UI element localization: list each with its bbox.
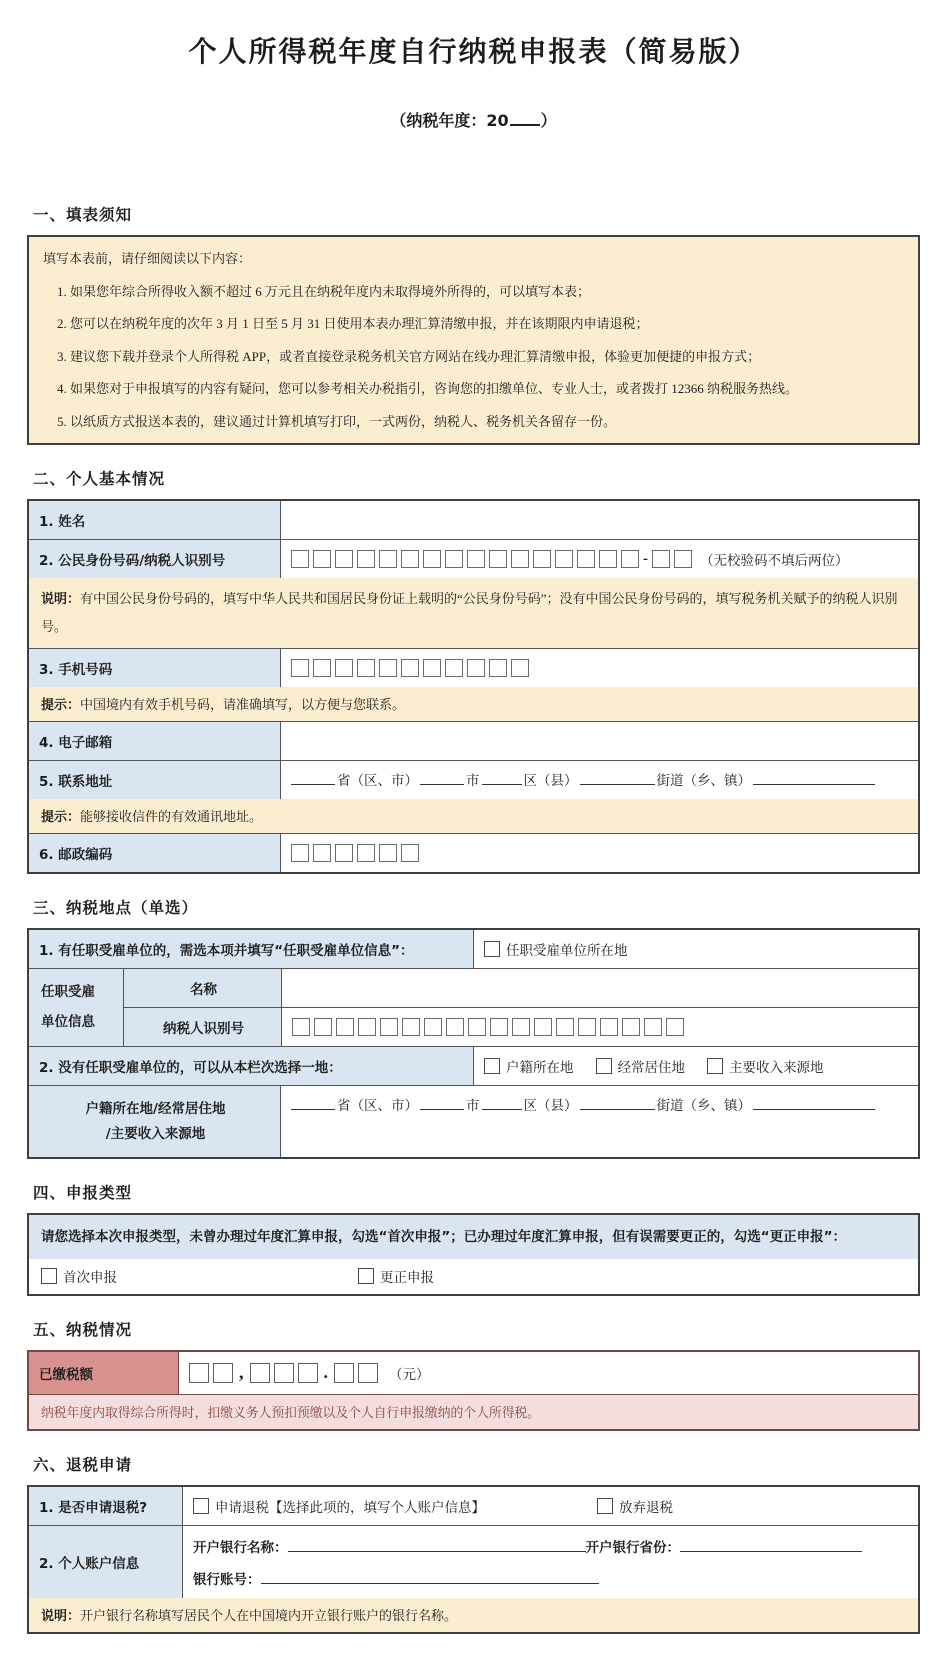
instruction-item-4: 4. 如果您对于申报填写的内容有疑问，您可以参考相关办税指引，咨询您的扣缴单位、专业人士，或者拨打 12366 纳税服务热线。 bbox=[57, 381, 799, 396]
digit-box[interactable] bbox=[533, 550, 551, 568]
digit-box[interactable] bbox=[556, 1018, 574, 1036]
name-label: 1. 姓名 bbox=[29, 501, 281, 539]
postal-code-input-cell[interactable] bbox=[281, 834, 918, 872]
tax-year-close-paren: ） bbox=[540, 111, 557, 130]
section-heading-instructions: 一、填表须知 bbox=[33, 206, 133, 224]
digit-box[interactable] bbox=[291, 844, 309, 862]
first-declaration-label: 首次申报 bbox=[63, 1269, 117, 1285]
bank-name-label: 开户银行名称： bbox=[193, 1539, 288, 1556]
bank-account-label: 银行账号： bbox=[193, 1571, 261, 1588]
district-blank-field[interactable] bbox=[482, 1096, 522, 1110]
employer-info-group-line2: 单位信息 bbox=[41, 1013, 95, 1030]
tax-paid-digit-boxes-cents[interactable] bbox=[334, 1363, 378, 1383]
contact-address-label: 5. 联系地址 bbox=[29, 761, 281, 799]
street-blank-field[interactable] bbox=[580, 771, 655, 785]
decimal-separator: . bbox=[323, 1362, 328, 1383]
id-explanation-text: 有中国公民身份号码的，填写中华人民共和国居民身份证上载明的“公民身份号码”；没有中国公民身份号码的，填写税务机关赋予的纳税人识别号。 bbox=[41, 591, 898, 634]
digit-box[interactable] bbox=[467, 550, 485, 568]
digit-box[interactable] bbox=[358, 1018, 376, 1036]
declaration-type-options bbox=[29, 1259, 918, 1294]
digit-box[interactable] bbox=[512, 1018, 530, 1036]
section-heading-refund: 六、退税申请 bbox=[33, 1455, 133, 1474]
address-tip-text: 能够接收信件的有效通讯地址。 bbox=[80, 809, 263, 825]
digit-box[interactable] bbox=[274, 1363, 294, 1383]
bank-account-line bbox=[193, 1568, 908, 1588]
digit-box[interactable] bbox=[445, 659, 463, 677]
table-row-location-address bbox=[29, 1085, 918, 1157]
district-suffix-label: 区（县） bbox=[523, 1098, 578, 1114]
table-row-employer-info bbox=[29, 968, 918, 1046]
tax-year-blank-field[interactable] bbox=[510, 112, 540, 126]
declaration-type-instruction: 请您选择本次申报类型，未曾办理过年度汇算申报，勾选“首次申报”；已办理过年度汇算申报，但有误需要更正的，勾选“更正申报”： bbox=[29, 1215, 918, 1258]
employer-option-label: 1. 有任职受雇单位的，需选本项并填写“任职受雇单位信息”： bbox=[29, 930, 474, 968]
location-address-label-line1: 户籍所在地/经常居住地 bbox=[85, 1101, 226, 1118]
digit-box[interactable] bbox=[314, 1018, 332, 1036]
employer-location-option-label: 任职受雇单位所在地 bbox=[506, 943, 628, 959]
digit-box[interactable] bbox=[534, 1018, 552, 1036]
instruction-item-5: 5. 以纸质方式报送本表的，建议通过计算机填写打印，一式两份，纳税人、税务机关各留存一份。 bbox=[57, 413, 617, 429]
id-inline-note: （无校验码不填后两位） bbox=[700, 553, 849, 568]
waive-refund-option[interactable] bbox=[597, 1496, 673, 1516]
employer-name-input-cell[interactable] bbox=[282, 969, 918, 1007]
digit-box[interactable] bbox=[555, 550, 573, 568]
digit-box[interactable] bbox=[357, 844, 375, 862]
digit-box[interactable] bbox=[577, 550, 595, 568]
email-label: 4. 电子邮箱 bbox=[29, 722, 281, 760]
digit-box[interactable] bbox=[511, 550, 529, 568]
province-blank-field[interactable] bbox=[291, 771, 335, 785]
digit-box[interactable] bbox=[644, 1018, 662, 1036]
section-heading-personal-info: 二、个人基本情况 bbox=[33, 470, 166, 488]
digit-box[interactable] bbox=[489, 550, 507, 568]
explanation-prefix: 说明： bbox=[41, 1608, 81, 1624]
waive-refund-label: 放弃退税 bbox=[619, 1499, 673, 1515]
household-registration-checkbox[interactable] bbox=[484, 1058, 500, 1074]
tax-location-table bbox=[27, 928, 920, 1159]
name-input-cell[interactable] bbox=[281, 501, 918, 539]
phone-digit-boxes[interactable] bbox=[291, 659, 529, 677]
table-row-refund-choice bbox=[29, 1487, 918, 1525]
habitual-residence-label: 经常居住地 bbox=[617, 1060, 685, 1076]
household-registration-label: 户籍所在地 bbox=[506, 1060, 574, 1076]
bank-province-label: 开户银行省份： bbox=[585, 1539, 680, 1556]
section-heading-declaration-type: 四、申报类型 bbox=[33, 1184, 133, 1203]
province-blank-field[interactable] bbox=[291, 1096, 335, 1110]
digit-box[interactable] bbox=[379, 659, 397, 677]
page-title: 个人所得税年度自行纳税申报表（简易版） bbox=[188, 35, 759, 68]
table-row-no-employer-option bbox=[29, 1046, 918, 1085]
main-income-source-checkbox[interactable] bbox=[707, 1058, 723, 1074]
tip-prefix: 提示： bbox=[41, 810, 81, 826]
phone-label: 3. 手机号码 bbox=[29, 649, 281, 687]
tax-year-label: （纳税年度：20 bbox=[390, 111, 509, 130]
first-declaration-option[interactable] bbox=[41, 1266, 117, 1286]
digit-box[interactable] bbox=[666, 1018, 684, 1036]
main-income-source-label: 主要收入来源地 bbox=[729, 1060, 824, 1076]
location-address-label-line2: /主要收入来源地 bbox=[105, 1125, 206, 1142]
contact-address-input-cell bbox=[281, 761, 918, 799]
digit-box[interactable] bbox=[402, 1018, 420, 1036]
district-blank-field[interactable] bbox=[482, 771, 522, 785]
currency-unit-label: （元） bbox=[389, 1366, 430, 1382]
digit-box[interactable] bbox=[424, 1018, 442, 1036]
table-row-postal-code bbox=[29, 833, 918, 872]
digit-box[interactable] bbox=[467, 659, 485, 677]
table-row-bank-account bbox=[29, 1525, 918, 1598]
digit-box[interactable] bbox=[490, 1018, 508, 1036]
province-suffix-label: 省（区、市） bbox=[337, 773, 418, 789]
corrected-declaration-label: 更正申报 bbox=[380, 1269, 434, 1285]
tax-year-line bbox=[27, 108, 920, 131]
id-number-label: 2. 公民身份号码/纳税人识别号 bbox=[29, 540, 281, 578]
bank-account-info-cell bbox=[183, 1526, 918, 1598]
employer-tin-input-cell[interactable] bbox=[282, 1008, 918, 1046]
personal-info-table bbox=[27, 499, 920, 874]
digit-box[interactable] bbox=[334, 1363, 354, 1383]
instructions-intro: 填写本表前，请仔细阅读以下内容： bbox=[43, 251, 252, 266]
digit-box[interactable] bbox=[335, 659, 353, 677]
digit-box[interactable] bbox=[313, 550, 331, 568]
digit-box[interactable] bbox=[380, 1018, 398, 1036]
table-row-email bbox=[29, 721, 918, 760]
employer-option-cell bbox=[474, 930, 918, 968]
employer-info-subtable bbox=[124, 969, 918, 1046]
digit-box[interactable] bbox=[250, 1363, 270, 1383]
id-digit-boxes[interactable] bbox=[291, 550, 639, 568]
digit-box[interactable] bbox=[335, 844, 353, 862]
instructions-box bbox=[27, 235, 920, 445]
table-row-id-number bbox=[29, 539, 918, 578]
address-detail-blank-field[interactable] bbox=[753, 1096, 875, 1110]
location-address-label bbox=[29, 1086, 281, 1157]
street-suffix-label: 街道（乡、镇） bbox=[656, 773, 751, 789]
digit-box[interactable] bbox=[674, 550, 692, 568]
habitual-residence-checkbox[interactable] bbox=[596, 1058, 612, 1074]
province-suffix-label: 省（区、市） bbox=[337, 1098, 418, 1114]
table-row-address bbox=[29, 760, 918, 799]
digit-box[interactable] bbox=[600, 1018, 618, 1036]
digit-box[interactable] bbox=[578, 1018, 596, 1036]
tax-paid-label: 已缴税额 bbox=[29, 1352, 179, 1394]
bank-name-blank-field[interactable] bbox=[288, 1538, 586, 1552]
bank-account-blank-field[interactable] bbox=[261, 1570, 599, 1584]
digit-box[interactable] bbox=[446, 1018, 464, 1036]
table-row-employer-tin bbox=[124, 1008, 918, 1046]
first-declaration-checkbox[interactable] bbox=[41, 1268, 57, 1284]
waive-refund-checkbox[interactable] bbox=[597, 1498, 613, 1514]
digit-box[interactable] bbox=[335, 550, 353, 568]
digit-box[interactable] bbox=[298, 1363, 318, 1383]
table-row-tax-paid bbox=[29, 1352, 918, 1394]
digit-box[interactable] bbox=[358, 1363, 378, 1383]
digit-box[interactable] bbox=[489, 659, 507, 677]
city-suffix-label: 市 bbox=[466, 773, 480, 789]
habitual-residence-option[interactable] bbox=[596, 1056, 686, 1076]
digit-box[interactable] bbox=[401, 659, 419, 677]
bank-note-row bbox=[29, 1598, 918, 1632]
digit-box[interactable] bbox=[511, 659, 529, 677]
household-registration-option[interactable] bbox=[484, 1056, 574, 1076]
digit-box[interactable] bbox=[292, 1018, 310, 1036]
digit-box[interactable] bbox=[313, 844, 331, 862]
phone-tip-row bbox=[29, 687, 918, 721]
corrected-declaration-option[interactable] bbox=[358, 1266, 434, 1286]
instruction-item-2: 2. 您可以在纳税年度的次年 3 月 1 日至 5 月 31 日使用本表办理汇算清缴申报，并在该期限内申请退税； bbox=[57, 316, 649, 331]
apply-refund-label: 申请退税【选择此项的，填写个人账户信息】 bbox=[215, 1499, 485, 1515]
tax-paid-digit-boxes-units[interactable] bbox=[250, 1363, 318, 1383]
postal-code-label: 6. 邮政编码 bbox=[29, 834, 281, 872]
id-dash: - bbox=[643, 550, 648, 567]
section-heading-tax-location: 三、纳税地点（单选） bbox=[33, 899, 199, 918]
location-address-input-cell bbox=[281, 1086, 918, 1157]
district-suffix-label: 区（县） bbox=[523, 773, 578, 789]
city-suffix-label: 市 bbox=[466, 1098, 480, 1114]
digit-box[interactable] bbox=[622, 1018, 640, 1036]
employer-tin-digit-boxes[interactable] bbox=[292, 1018, 684, 1036]
digit-box[interactable] bbox=[357, 550, 375, 568]
digit-box[interactable] bbox=[213, 1363, 233, 1383]
table-row-employer-name bbox=[124, 969, 918, 1008]
digit-box[interactable] bbox=[468, 1018, 486, 1036]
email-input-cell[interactable] bbox=[281, 722, 918, 760]
digit-box[interactable] bbox=[423, 659, 441, 677]
section-heading-tax-paid: 五、纳税情况 bbox=[33, 1320, 133, 1339]
apply-refund-option[interactable] bbox=[193, 1496, 485, 1516]
digit-box[interactable] bbox=[401, 550, 419, 568]
bank-note-text: 开户银行名称填写居民个人在中国境内开立银行账户的银行名称。 bbox=[80, 1607, 458, 1623]
bank-province-blank-field[interactable] bbox=[680, 1538, 862, 1552]
digit-box[interactable] bbox=[599, 550, 617, 568]
phone-input-cell[interactable] bbox=[281, 649, 918, 687]
digit-box[interactable] bbox=[652, 550, 670, 568]
digit-box[interactable] bbox=[357, 659, 375, 677]
street-suffix-label: 街道（乡、镇） bbox=[656, 1098, 751, 1114]
id-number-input-cell[interactable] bbox=[281, 540, 918, 578]
digit-box[interactable] bbox=[189, 1363, 209, 1383]
table-row-employer-option bbox=[29, 930, 918, 968]
digit-box[interactable] bbox=[336, 1018, 354, 1036]
id-explanation-row bbox=[29, 578, 918, 648]
digit-box[interactable] bbox=[401, 844, 419, 862]
apply-refund-checkbox[interactable] bbox=[193, 1498, 209, 1514]
main-income-source-option[interactable] bbox=[707, 1056, 824, 1076]
digit-box[interactable] bbox=[621, 550, 639, 568]
instruction-item-3: 3. 建议您下载并登录个人所得税 APP，或者直接登录税务机关官方网站在线办理汇算清缴申报，体验更加便捷的申报方式； bbox=[57, 348, 761, 364]
phone-tip-text: 中国境内有效手机号码，请准确填写，以方便与您联系。 bbox=[80, 697, 406, 713]
corrected-declaration-checkbox[interactable] bbox=[358, 1268, 374, 1284]
digit-box[interactable] bbox=[291, 550, 309, 568]
bank-account-section-label: 2. 个人账户信息 bbox=[29, 1526, 183, 1598]
street-blank-field[interactable] bbox=[580, 1096, 655, 1110]
postal-digit-boxes[interactable] bbox=[291, 844, 419, 862]
tip-prefix: 提示： bbox=[41, 698, 81, 714]
declaration-type-box bbox=[27, 1213, 920, 1295]
refund-question-label: 1. 是否申请退税? bbox=[29, 1487, 183, 1525]
city-blank-field[interactable] bbox=[420, 771, 464, 785]
no-employer-options-cell bbox=[474, 1047, 918, 1085]
digit-box[interactable] bbox=[291, 659, 309, 677]
digit-box[interactable] bbox=[379, 550, 397, 568]
tax-paid-digit-boxes-thousands[interactable] bbox=[189, 1363, 233, 1383]
table-row-name bbox=[29, 501, 918, 539]
digit-box[interactable] bbox=[379, 844, 397, 862]
employer-tin-label: 纳税人识别号 bbox=[124, 1008, 282, 1046]
thousands-separator: , bbox=[239, 1362, 244, 1383]
employer-info-group-label bbox=[29, 969, 124, 1046]
digit-box[interactable] bbox=[445, 550, 463, 568]
tax-paid-note-row: 纳税年度内取得综合所得时，扣缴义务人预扣预缴以及个人自行申报缴纳的个人所得税。 bbox=[29, 1394, 918, 1429]
tax-paid-table bbox=[27, 1350, 920, 1431]
address-tip-row bbox=[29, 799, 918, 833]
employer-info-group-line1: 任职受雇 bbox=[41, 984, 95, 1001]
digit-box[interactable] bbox=[313, 659, 331, 677]
table-row-phone bbox=[29, 648, 918, 687]
refund-options-cell bbox=[183, 1487, 918, 1525]
refund-table bbox=[27, 1485, 920, 1634]
no-employer-option-label: 2. 没有任职受雇单位的，可以从本栏次选择一地： bbox=[29, 1047, 474, 1085]
id-check-digit-boxes[interactable] bbox=[652, 550, 692, 568]
city-blank-field[interactable] bbox=[420, 1096, 464, 1110]
employer-location-option[interactable] bbox=[484, 939, 628, 959]
instruction-item-1: 1. 如果您年综合所得收入额不超过 6 万元且在纳税年度内未取得境外所得的，可以填写本表； bbox=[57, 283, 591, 299]
bank-name-line bbox=[193, 1536, 908, 1556]
digit-box[interactable] bbox=[423, 550, 441, 568]
tax-paid-input-cell bbox=[179, 1352, 918, 1394]
address-detail-blank-field[interactable] bbox=[753, 771, 875, 785]
employer-location-checkbox[interactable] bbox=[484, 941, 500, 957]
explanation-prefix: 说明： bbox=[41, 592, 81, 607]
employer-name-label: 名称 bbox=[124, 969, 282, 1007]
